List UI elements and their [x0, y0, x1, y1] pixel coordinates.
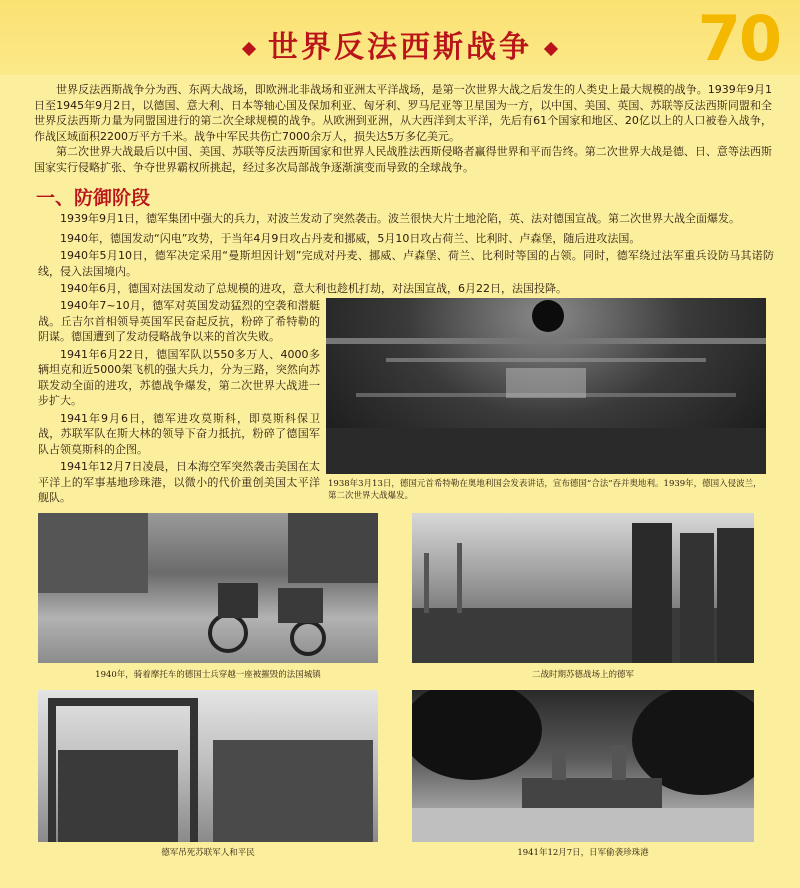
body-paragraph: 1939年9月1日，德军集团中强大的兵力，对波兰发动了突然袭击。波兰很快大片土地沦陷，英、法对德国宣战。第二次世界大战全面爆发。	[60, 212, 740, 225]
photo-soviet-front	[412, 513, 754, 663]
caption-pearl-harbor: 1941年12月7日，日军偷袭珍珠港	[517, 848, 649, 858]
diamond-ornament-left-icon	[242, 41, 256, 55]
body-text-full-width	[38, 211, 774, 301]
photo-illustration	[326, 298, 766, 474]
body-paragraph: 1940年5月10日，德军决定采用“曼斯坦因计划”完成对丹麦、挪威、卢森堡、荷兰、比利时等国的占领。同时，德军绕过法军重兵设防马其诺防线，侵入法国境内。	[38, 249, 774, 278]
photo-illustration	[38, 690, 378, 842]
body-paragraph: 1941年6月22日，德国军队以550多万人、4000多辆坦克和近5000架飞机的强大兵力，分为三路，突然向苏联发动全面的进攻，苏德战争爆发，第二次世界大战进一步扩大。	[38, 347, 320, 407]
photo-hanging	[38, 690, 378, 842]
photo-motorcycle-soldiers	[38, 513, 378, 663]
photo-hitler-speech	[326, 298, 766, 474]
title-bar	[0, 22, 800, 66]
intro-paragraph: 世界反法西斯战争分为西、东两大战场，即欧洲北非战场和亚洲太平洋战场，是第一次世界大战之后发生的人类史上最大规模的战争。1939年9月1日至1945年9月2日，以德国、意大利、日本等轴心国及保加利亚、匈牙利、罗马尼亚等卫星国为一方，以中国、美国、英国、苏联等反法西斯同盟和全世界反法西斯力量为同盟国进行的第二次全球规模的战争。从欧洲到亚洲，从大西洋到太平洋，先后有61个国家和地区、20亿以上的人口被卷入战争，作战区域面积2200万平方千米。战争中军民共伤亡7000余万人，损失达5万多亿美元。	[34, 83, 772, 143]
intro-text	[34, 82, 772, 175]
body-text-left-column	[38, 298, 320, 508]
body-paragraph: 1940年6月，德国对法国发动了总规模的进攻，意大利也趁机打劫，对法国宣战，6月22日，法国投降。	[60, 282, 567, 295]
page-number: 70	[697, 2, 780, 75]
body-paragraph: 1940年，德国发动“闪电”攻势，于当年4月9日攻占丹麦和挪威，5月10日攻占荷兰、比利时、卢森堡，随后进攻法国。	[60, 231, 641, 245]
caption-soviet-front: 二战时期苏德战场上的德军	[531, 670, 634, 680]
photo-pearl-harbor	[412, 690, 754, 842]
body-paragraph: 1940年7~10月，德军对英国发动猛烈的空袭和潜艇战。丘吉尔首相领导英国军民奋起反抗，粉碎了希特勒的阴谋。德国遭到了发动侵略战争以来的首次失败。	[38, 299, 320, 343]
intro-paragraph: 第二次世界大战最后以中国、美国、苏联等反法西斯国家和世界人民战胜法西斯侵略者赢得世界和平而告终。第二次世界大战是德、日、意等法西斯国家实行侵略扩张、争夺世界霸权所挑起，经过多次局部战争逐渐演变而导致的全球战争。	[34, 145, 772, 174]
body-paragraph: 1941年12月7日凌晨，日本海空军突然袭击美国在太平洋上的军事基地珍珠港，以微小的代价重创美国太平洋舰队。	[38, 460, 320, 504]
page-title: 世界反法西斯战争	[268, 30, 532, 65]
section-heading: 一、防御阶段	[36, 187, 151, 209]
caption-hanging: 德军吊死苏联军人和平民	[161, 848, 255, 858]
caption-motorcycle: 1940年，骑着摩托车的德国士兵穿越一座被摧毁的法国城镇	[95, 670, 321, 680]
caption-hitler-speech: 1938年3月13日，德国元首希特勒在奥地利国会发表讲话，宣布德国“合法”吞并奥地利。1939年，德国入侵波兰，第二次世界大战爆发。	[328, 479, 762, 501]
body-paragraph: 1941年9月6日，德军进攻莫斯科，即莫斯科保卫战，苏联军队在斯大林的领导下奋力抵抗，粉碎了德国军队占领莫斯科的企图。	[38, 411, 320, 456]
photo-illustration	[38, 513, 378, 663]
photo-illustration	[412, 690, 754, 842]
diamond-ornament-right-icon	[544, 41, 558, 55]
photo-illustration	[412, 513, 754, 663]
